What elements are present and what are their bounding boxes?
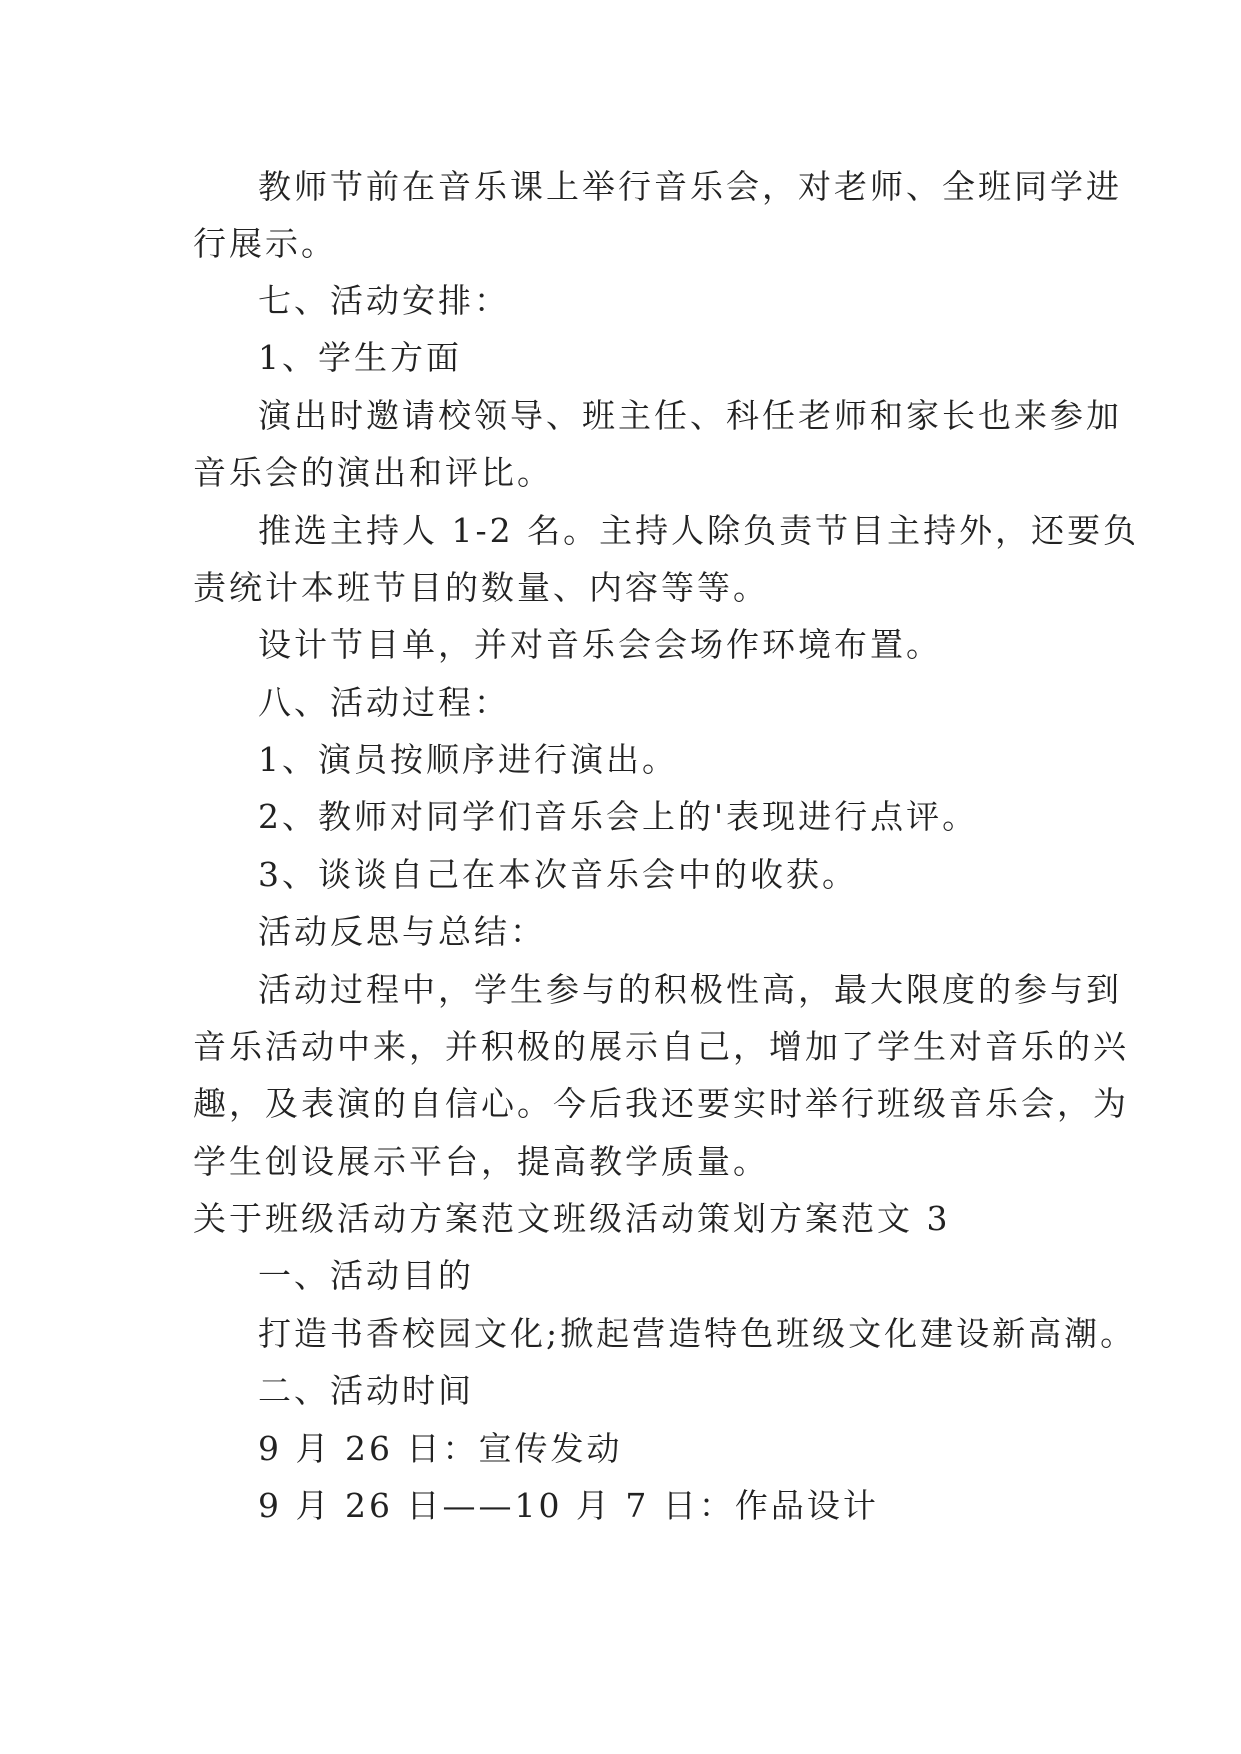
paragraph-line: 演出时邀请校领导、班主任、科任老师和家长也来参加 <box>258 396 1122 435</box>
paragraph-line: 活动过程中，学生参与的积极性高，最大限度的参与到 <box>258 970 1122 1009</box>
subsection-heading: 1、学生方面 <box>258 338 462 377</box>
document-title: 关于班级活动方案范文班级活动策划方案范文 3 <box>193 1199 951 1238</box>
paragraph-line: 教师节前在音乐课上举行音乐会，对老师、全班同学进 <box>258 167 1122 206</box>
section-heading: 活动反思与总结： <box>258 912 546 951</box>
paragraph-line: 学生创设展示平台，提高教学质量。 <box>193 1142 769 1181</box>
paragraph-line: 音乐活动中来，并积极的展示自己，增加了学生对音乐的兴 <box>193 1027 1129 1066</box>
schedule-item: 9 月 26 日——10 月 7 日：作品设计 <box>258 1486 879 1525</box>
paragraph-line: 设计节目单，并对音乐会会场作环境布置。 <box>258 625 942 664</box>
paragraph-line: 音乐会的演出和评比。 <box>193 453 553 492</box>
list-item: 3、谈谈自己在本次音乐会中的收获。 <box>258 855 858 894</box>
paragraph-line: 责统计本班节目的数量、内容等等。 <box>193 568 769 607</box>
paragraph-line: 趣，及表演的自信心。今后我还要实时举行班级音乐会，为 <box>193 1084 1129 1123</box>
section-heading: 七、活动安排： <box>258 281 510 320</box>
section-heading: 二、活动时间 <box>258 1371 474 1410</box>
paragraph-line: 推选主持人 1-2 名。主持人除负责节目主持外，还要负 <box>258 511 1140 550</box>
section-heading: 八、活动过程： <box>258 683 510 722</box>
list-item: 2、教师对同学们音乐会上的'表现进行点评。 <box>258 797 979 836</box>
section-heading: 一、活动目的 <box>258 1256 474 1295</box>
paragraph-line: 打造书香校园文化;掀起营造特色班级文化建设新高潮。 <box>258 1314 1137 1353</box>
schedule-item: 9 月 26 日：宣传发动 <box>258 1429 623 1468</box>
list-item: 1、演员按顺序进行演出。 <box>258 740 678 779</box>
paragraph-line: 行展示。 <box>193 224 337 263</box>
